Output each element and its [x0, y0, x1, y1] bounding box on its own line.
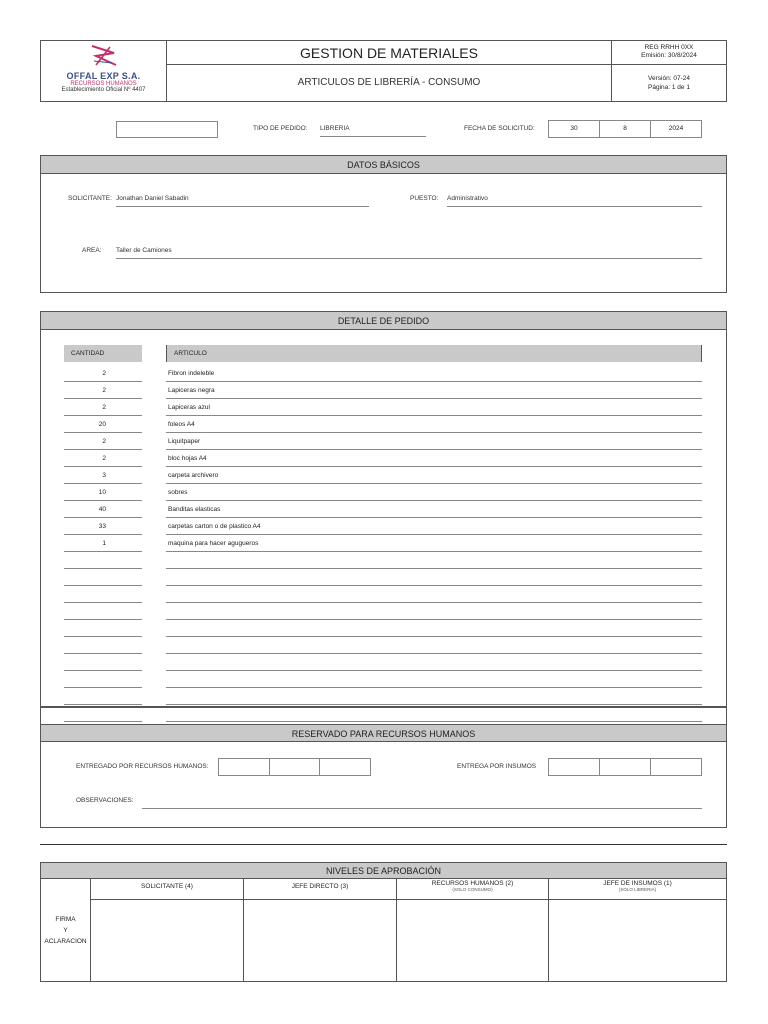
article-column-header: ARTICULO [166, 345, 702, 362]
quantity-cell[interactable]: 2 [64, 452, 142, 467]
request-date-day[interactable]: 30 [549, 121, 600, 137]
article-cell[interactable] [166, 639, 702, 654]
requester-label: SOLICITANTE: [68, 195, 112, 202]
observations-label: OBSERVACIONES: [76, 797, 134, 804]
company-logo-block [41, 41, 167, 101]
quantity-cell[interactable] [64, 588, 142, 603]
request-date-year[interactable]: 2024 [668, 125, 684, 132]
article-cell[interactable]: Lapiceras negra [166, 384, 702, 399]
position-value[interactable]: Administrativo [447, 195, 702, 207]
version-info [612, 65, 726, 101]
quantity-cell[interactable]: 1 [64, 537, 142, 552]
approval-col-hr [397, 880, 548, 892]
approval-title: NIVELES DE APROBACIÓN [41, 863, 726, 879]
article-cell[interactable] [166, 622, 702, 637]
establishment-number: Establecimiento Oficial Nº 4407 [61, 87, 146, 93]
signature-box-hr[interactable] [397, 900, 548, 981]
page-number: Página: 1 de 1 [648, 84, 690, 91]
article-cell[interactable]: bloc hojas A4 [166, 452, 702, 467]
quantity-cell[interactable] [64, 605, 142, 620]
approval-col-supplies-label: JEFE DE INSUMOS (1) [603, 880, 672, 887]
approval-col-direct-boss: JEFE DIRECTO (3) [291, 883, 349, 890]
order-number-field[interactable] [116, 121, 218, 138]
signature-y: Y [63, 927, 68, 934]
approval-col-hr-label: RECURSOS HUMANOS (2) [431, 880, 514, 887]
quantity-cell[interactable] [64, 656, 142, 671]
quantity-cell[interactable]: 2 [64, 435, 142, 450]
company-name: OFFAL EXP S.A. [66, 71, 141, 81]
article-cell[interactable] [166, 588, 702, 603]
article-cell[interactable]: carpeta archivero [166, 469, 702, 484]
article-cell[interactable] [166, 656, 702, 671]
approval-col-supplies [549, 880, 726, 892]
delivered-by-hr-fields [218, 758, 371, 776]
quantity-cell[interactable] [64, 571, 142, 586]
quantity-cell[interactable]: 2 [64, 401, 142, 416]
article-cell[interactable]: Fibron indeleble [166, 367, 702, 382]
order-detail-title: DETALLE DE PEDIDO [41, 312, 726, 330]
hr-reserved-title: RESERVADO PARA RECURSOS HUMANOS [41, 724, 726, 742]
quantity-cell[interactable]: 33 [64, 520, 142, 535]
signature-label [41, 914, 90, 947]
quantity-cell[interactable] [64, 554, 142, 569]
article-cell[interactable]: maquina para hacer agugueros [166, 537, 702, 552]
article-cell[interactable]: foleos A4 [166, 418, 702, 433]
delivered-by-supplies-fields [548, 758, 702, 776]
emission-date: Emisión: 30/8/2024 [641, 52, 697, 59]
article-cell[interactable]: Lapiceras azul [166, 401, 702, 416]
quantity-cell[interactable]: 40 [64, 503, 142, 518]
delivered-by-supplies-month[interactable] [600, 759, 651, 775]
article-cell[interactable]: Banditas elasticas [166, 503, 702, 518]
delivered-by-hr-month[interactable] [270, 759, 321, 775]
request-date-fields [548, 120, 702, 138]
area-value[interactable]: Taller de Camiones [116, 247, 702, 259]
requester-value[interactable]: Jonathan Daniel Sabadin [116, 195, 369, 207]
article-cell[interactable]: sobres [166, 486, 702, 501]
signature-box-direct-boss[interactable] [244, 900, 396, 981]
approval-col-hr-note: (SOLO CONSUMO) [452, 887, 493, 892]
quantity-cell[interactable]: 20 [64, 418, 142, 433]
delivered-by-hr-label: ENTREGADO POR RECURSOS HUMANOS: [76, 763, 209, 770]
quantity-cell[interactable] [64, 690, 142, 705]
registry-code: REG RRHH 0XX [644, 44, 694, 51]
form-header [40, 40, 727, 102]
article-cell[interactable]: carpetas carton o de plastico A4 [166, 520, 702, 535]
delivered-by-hr-year[interactable] [320, 759, 370, 775]
quantity-cell[interactable]: 2 [64, 367, 142, 382]
signature-aclaracion: ACLARACION [44, 938, 87, 945]
order-type-value[interactable]: LIBRERIA [320, 125, 426, 137]
delivered-by-supplies-day[interactable] [549, 759, 600, 775]
position-label: PUESTO: [410, 195, 439, 202]
observations-field[interactable] [142, 797, 702, 809]
quantity-cell[interactable] [64, 639, 142, 654]
article-cell[interactable]: Liquitpaper [166, 435, 702, 450]
quantity-cell[interactable]: 3 [64, 469, 142, 484]
company-logo-icon [84, 43, 124, 69]
request-date-month[interactable]: 8 [600, 121, 651, 137]
registry-info [612, 41, 726, 65]
article-cell[interactable] [166, 690, 702, 705]
quantity-column-header: CANTIDAD [64, 345, 142, 362]
quantity-cell[interactable] [64, 673, 142, 688]
form-subtitle: ARTICULOS DE LIBRERÍA - CONSUMO [167, 65, 612, 101]
delivered-by-supplies-label: ENTREGA POR INSUMOS [457, 763, 537, 770]
request-date-label: FECHA DE SOLICITUD: [464, 125, 535, 132]
article-cell[interactable] [166, 673, 702, 688]
signature-box-supplies[interactable] [549, 900, 726, 981]
company-department: RECURSOS HUMANOS [70, 81, 137, 87]
area-label: AREA: [82, 247, 102, 254]
form-title: GESTION DE MATERIALES [167, 41, 612, 65]
approval-col-supplies-note: (SOLO LIBRERIA) [618, 887, 657, 892]
quantity-cell[interactable]: 2 [64, 384, 142, 399]
section-divider [40, 844, 727, 845]
quantity-cell[interactable]: 10 [64, 486, 142, 501]
signature-box-requester[interactable] [91, 900, 243, 981]
version-number: Versión: 07-24 [648, 75, 690, 82]
approval-col-requester: SOLICITANTE (4) [141, 883, 193, 890]
article-cell[interactable] [166, 554, 702, 569]
quantity-cell[interactable] [64, 622, 142, 637]
article-cell[interactable] [166, 571, 702, 586]
order-type-label: TIPO DE PEDIDO: [253, 125, 308, 132]
delivered-by-supplies-year[interactable] [651, 759, 701, 775]
article-cell[interactable] [166, 605, 702, 620]
basic-data-section [40, 155, 727, 293]
delivered-by-hr-day[interactable] [219, 759, 270, 775]
basic-data-title: DATOS BÁSICOS [41, 156, 726, 174]
signature-firma: FIRMA [55, 916, 76, 923]
